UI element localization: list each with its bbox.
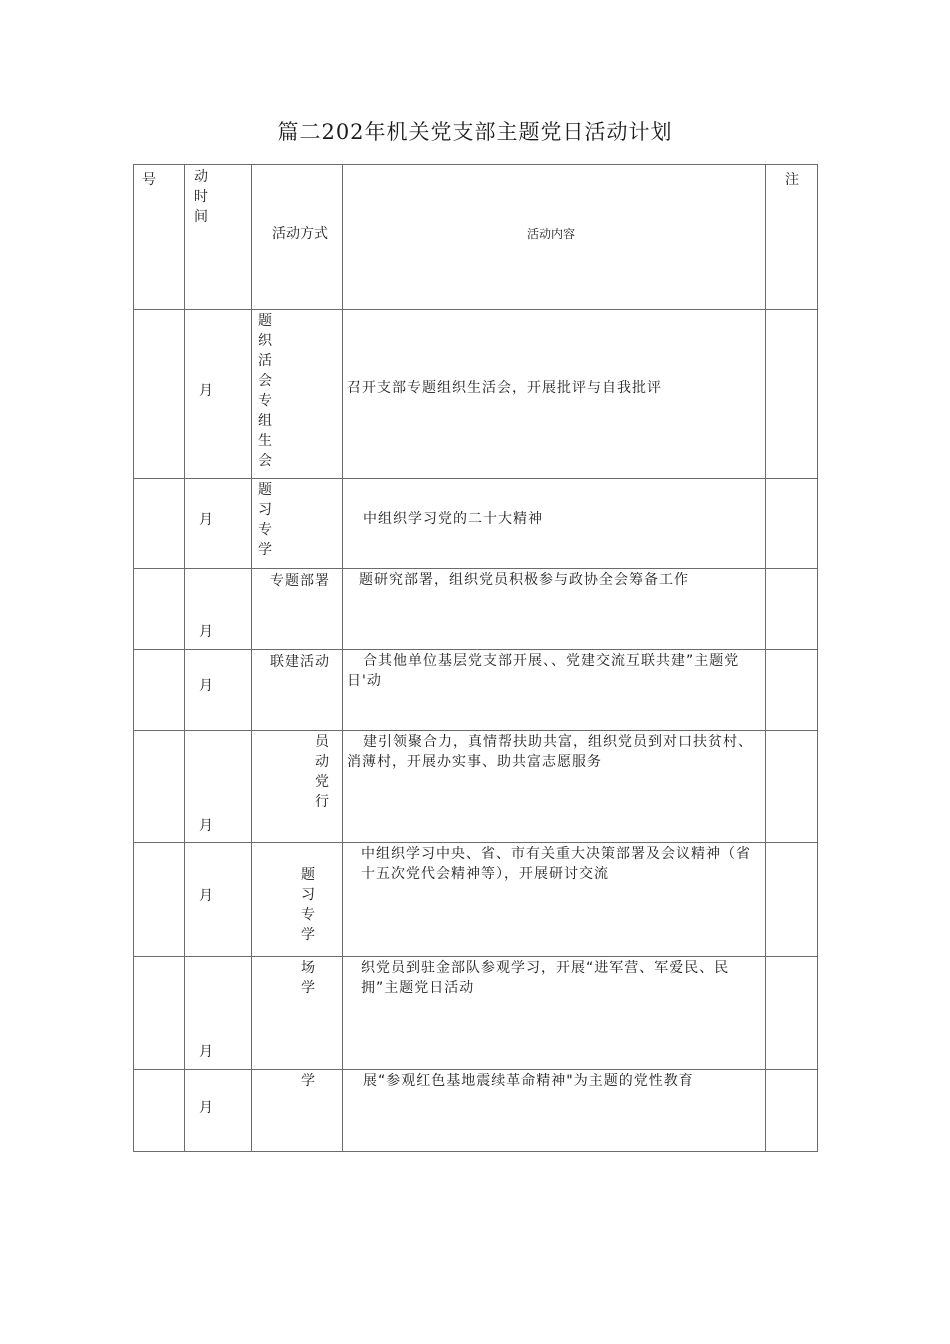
activity-plan-table: [133, 164, 818, 1152]
table-row: [134, 957, 818, 1070]
row-content: 合其他单位基层党支部开展、、党建交流互联共建”主题党日'动: [347, 653, 740, 689]
table-header-row: [134, 165, 818, 310]
table-row: [134, 1070, 818, 1152]
header-time-cell: [185, 165, 252, 310]
row-content: 中组织学习中央、省、市有关重大决策部署及会议精神（省十五次党代会精神等），开展研讨交流: [361, 846, 751, 882]
header-content-cell: [343, 165, 766, 310]
header-time-label: 动 时 间: [194, 169, 208, 225]
header-content-label: 活动内容: [527, 227, 576, 241]
row-month: 月: [199, 1044, 213, 1060]
row-method: 题 习 专 学: [301, 867, 315, 943]
table-row: [134, 843, 818, 957]
row-method: 场 学: [301, 960, 315, 996]
row-month: 月: [199, 818, 213, 834]
table-row: [134, 479, 818, 569]
row-content: 织党员到驻金部队参观学习，开展“进军营、军爱民、民拥”主题党日活动: [361, 960, 730, 996]
table-row: [134, 310, 818, 479]
header-remark-cell: [766, 165, 818, 310]
row-method: 题 织 活 会 专 组 生 会: [258, 313, 272, 469]
row-content: 建引领聚合力，真情帮扶助共富，组织党员到对口扶贫村、消薄村，开展办实事、助共富志愿服务: [347, 734, 753, 770]
row-month: 月: [199, 512, 213, 528]
row-method: 专题部署: [270, 573, 330, 589]
table-row: [134, 650, 818, 731]
row-method: 联建活动: [270, 654, 330, 670]
table-row: [134, 731, 818, 843]
header-remark-label: 注: [785, 172, 799, 188]
row-month: 月: [199, 624, 213, 640]
page-title: 篇二202年机关党支部主题党日活动计划: [277, 120, 673, 144]
row-method: 学: [301, 1073, 315, 1089]
row-month: 月: [199, 383, 213, 399]
row-content: 题研究部署，组织党员积极参与政协全会筹备工作: [359, 572, 689, 588]
row-month: 月: [199, 888, 213, 904]
row-content: 展“参观红色基地震续革命精神"为主题的党性教育: [363, 1073, 694, 1089]
row-month: 月: [199, 1100, 213, 1116]
table-row: [134, 569, 818, 650]
row-month: 月: [199, 678, 213, 694]
row-content: 召开支部专题组织生活会，开展批评与自我批评: [347, 380, 662, 396]
row-content: 中组织学习党的二十大精神: [363, 511, 543, 527]
header-number-cell: [134, 165, 185, 310]
header-number-label: 号: [142, 172, 156, 188]
row-method: 题 习 专 学: [258, 482, 272, 558]
header-method-label: 活动方式: [272, 226, 328, 242]
row-method: 员 动 党 行: [315, 734, 329, 810]
header-method-cell: [252, 165, 343, 310]
